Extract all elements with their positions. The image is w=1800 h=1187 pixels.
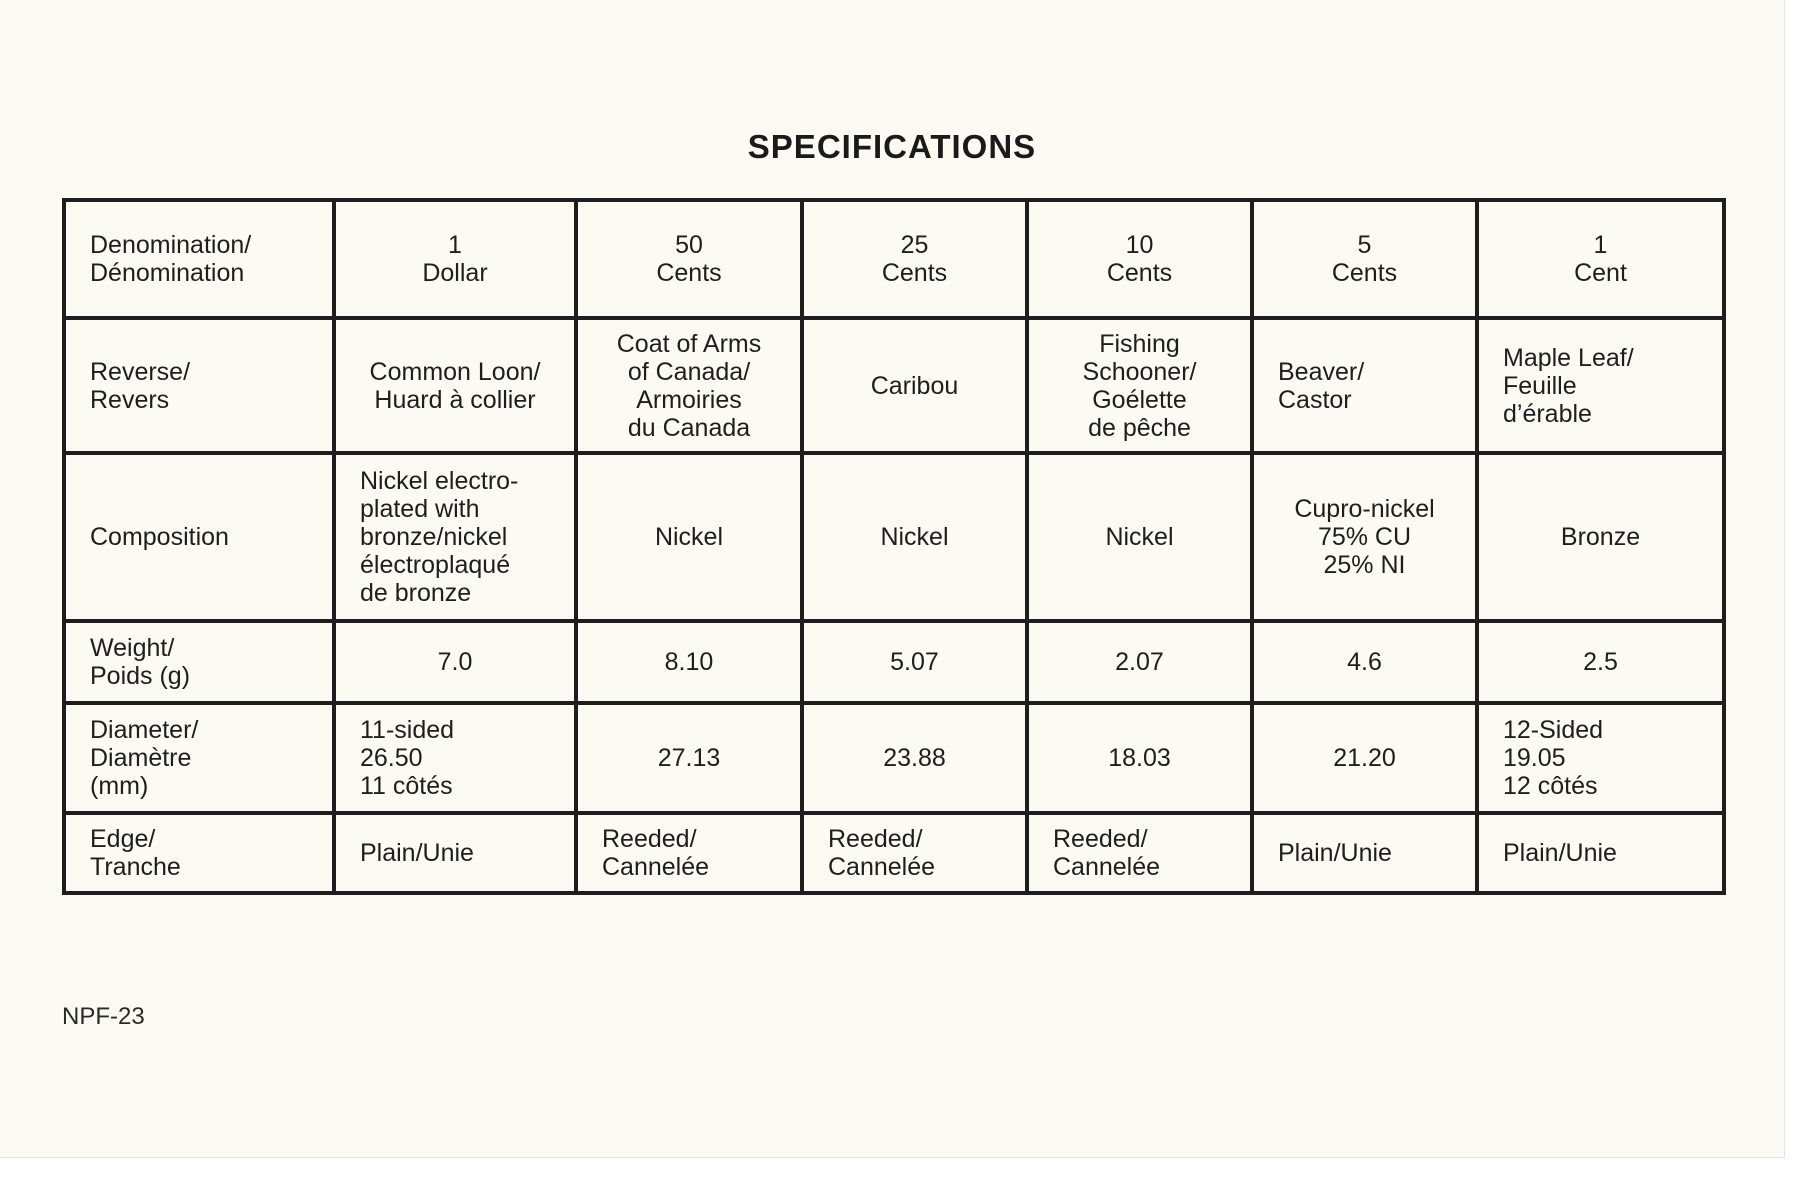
page-title: SPECIFICATIONS [747, 128, 1037, 165]
cell-25-cents-composition: Nickel [802, 453, 1027, 621]
row-label-diameter: Diameter/ Diamètre (mm) [64, 703, 334, 813]
table-row-diameter [64, 703, 1724, 813]
cell-1-cent-composition: Bronze [1477, 453, 1724, 621]
cell-10-cents-diameter: 18.03 [1027, 703, 1252, 813]
cell-25-cents-denomination: 25 Cents [802, 200, 1027, 318]
table-row-edge [64, 813, 1724, 893]
cell-50-cents-edge: Reeded/ Cannelée [576, 813, 802, 893]
cell-5-cents-edge: Plain/Unie [1252, 813, 1477, 893]
cell-1-cent-denomination: 1 Cent [1477, 200, 1724, 318]
cell-50-cents-weight: 8.10 [576, 621, 802, 703]
cell-5-cents-diameter: 21.20 [1252, 703, 1477, 813]
cell-25-cents-weight: 5.07 [802, 621, 1027, 703]
cell-50-cents-denomination: 50 Cents [576, 200, 802, 318]
cell-1-dollar-composition: Nickel electro- plated with bronze/nickel électroplaqué de bronze [334, 453, 576, 621]
table-row-weight [64, 621, 1724, 703]
row-label-denomination: Denomination/ Dénomination [64, 200, 334, 318]
cell-5-cents-weight: 4.6 [1252, 621, 1477, 703]
cell-10-cents-reverse: Fishing Schooner/ Goélette de pêche [1027, 318, 1252, 453]
cell-25-cents-reverse: Caribou [802, 318, 1027, 453]
cell-1-dollar-weight: 7.0 [334, 621, 576, 703]
cell-1-dollar-edge: Plain/Unie [334, 813, 576, 893]
table-row-reverse [64, 318, 1724, 453]
table-row-denomination [64, 200, 1724, 318]
document-code: NPF-23 [62, 1003, 145, 1030]
cell-5-cents-denomination: 5 Cents [1252, 200, 1477, 318]
cell-1-cent-edge: Plain/Unie [1477, 813, 1724, 893]
row-label-composition: Composition [64, 453, 334, 621]
cell-1-dollar-diameter: 11-sided 26.50 11 côtés [334, 703, 576, 813]
cell-1-cent-reverse: Maple Leaf/ Feuille d’érable [1477, 318, 1724, 453]
row-label-edge: Edge/ Tranche [64, 813, 334, 893]
row-label-weight: Weight/ Poids (g) [64, 621, 334, 703]
cell-1-dollar-reverse: Common Loon/ Huard à collier [334, 318, 576, 453]
specifications-table [62, 198, 1726, 895]
cell-5-cents-reverse: Beaver/ Castor [1252, 318, 1477, 453]
cell-10-cents-weight: 2.07 [1027, 621, 1252, 703]
table-row-composition [64, 453, 1724, 621]
row-label-reverse: Reverse/ Revers [64, 318, 334, 453]
cell-50-cents-composition: Nickel [576, 453, 802, 621]
cell-25-cents-diameter: 23.88 [802, 703, 1027, 813]
cell-1-cent-weight: 2.5 [1477, 621, 1724, 703]
cell-10-cents-composition: Nickel [1027, 453, 1252, 621]
cell-5-cents-composition: Cupro-nickel 75% CU 25% NI [1252, 453, 1477, 621]
cell-1-dollar-denomination: 1 Dollar [334, 200, 576, 318]
cell-25-cents-edge: Reeded/ Cannelée [802, 813, 1027, 893]
cell-10-cents-edge: Reeded/ Cannelée [1027, 813, 1252, 893]
cell-50-cents-diameter: 27.13 [576, 703, 802, 813]
cell-50-cents-reverse: Coat of Arms of Canada/ Armoiries du Canada [576, 318, 802, 453]
cell-1-cent-diameter: 12-Sided 19.05 12 côtés [1477, 703, 1724, 813]
cell-10-cents-denomination: 10 Cents [1027, 200, 1252, 318]
